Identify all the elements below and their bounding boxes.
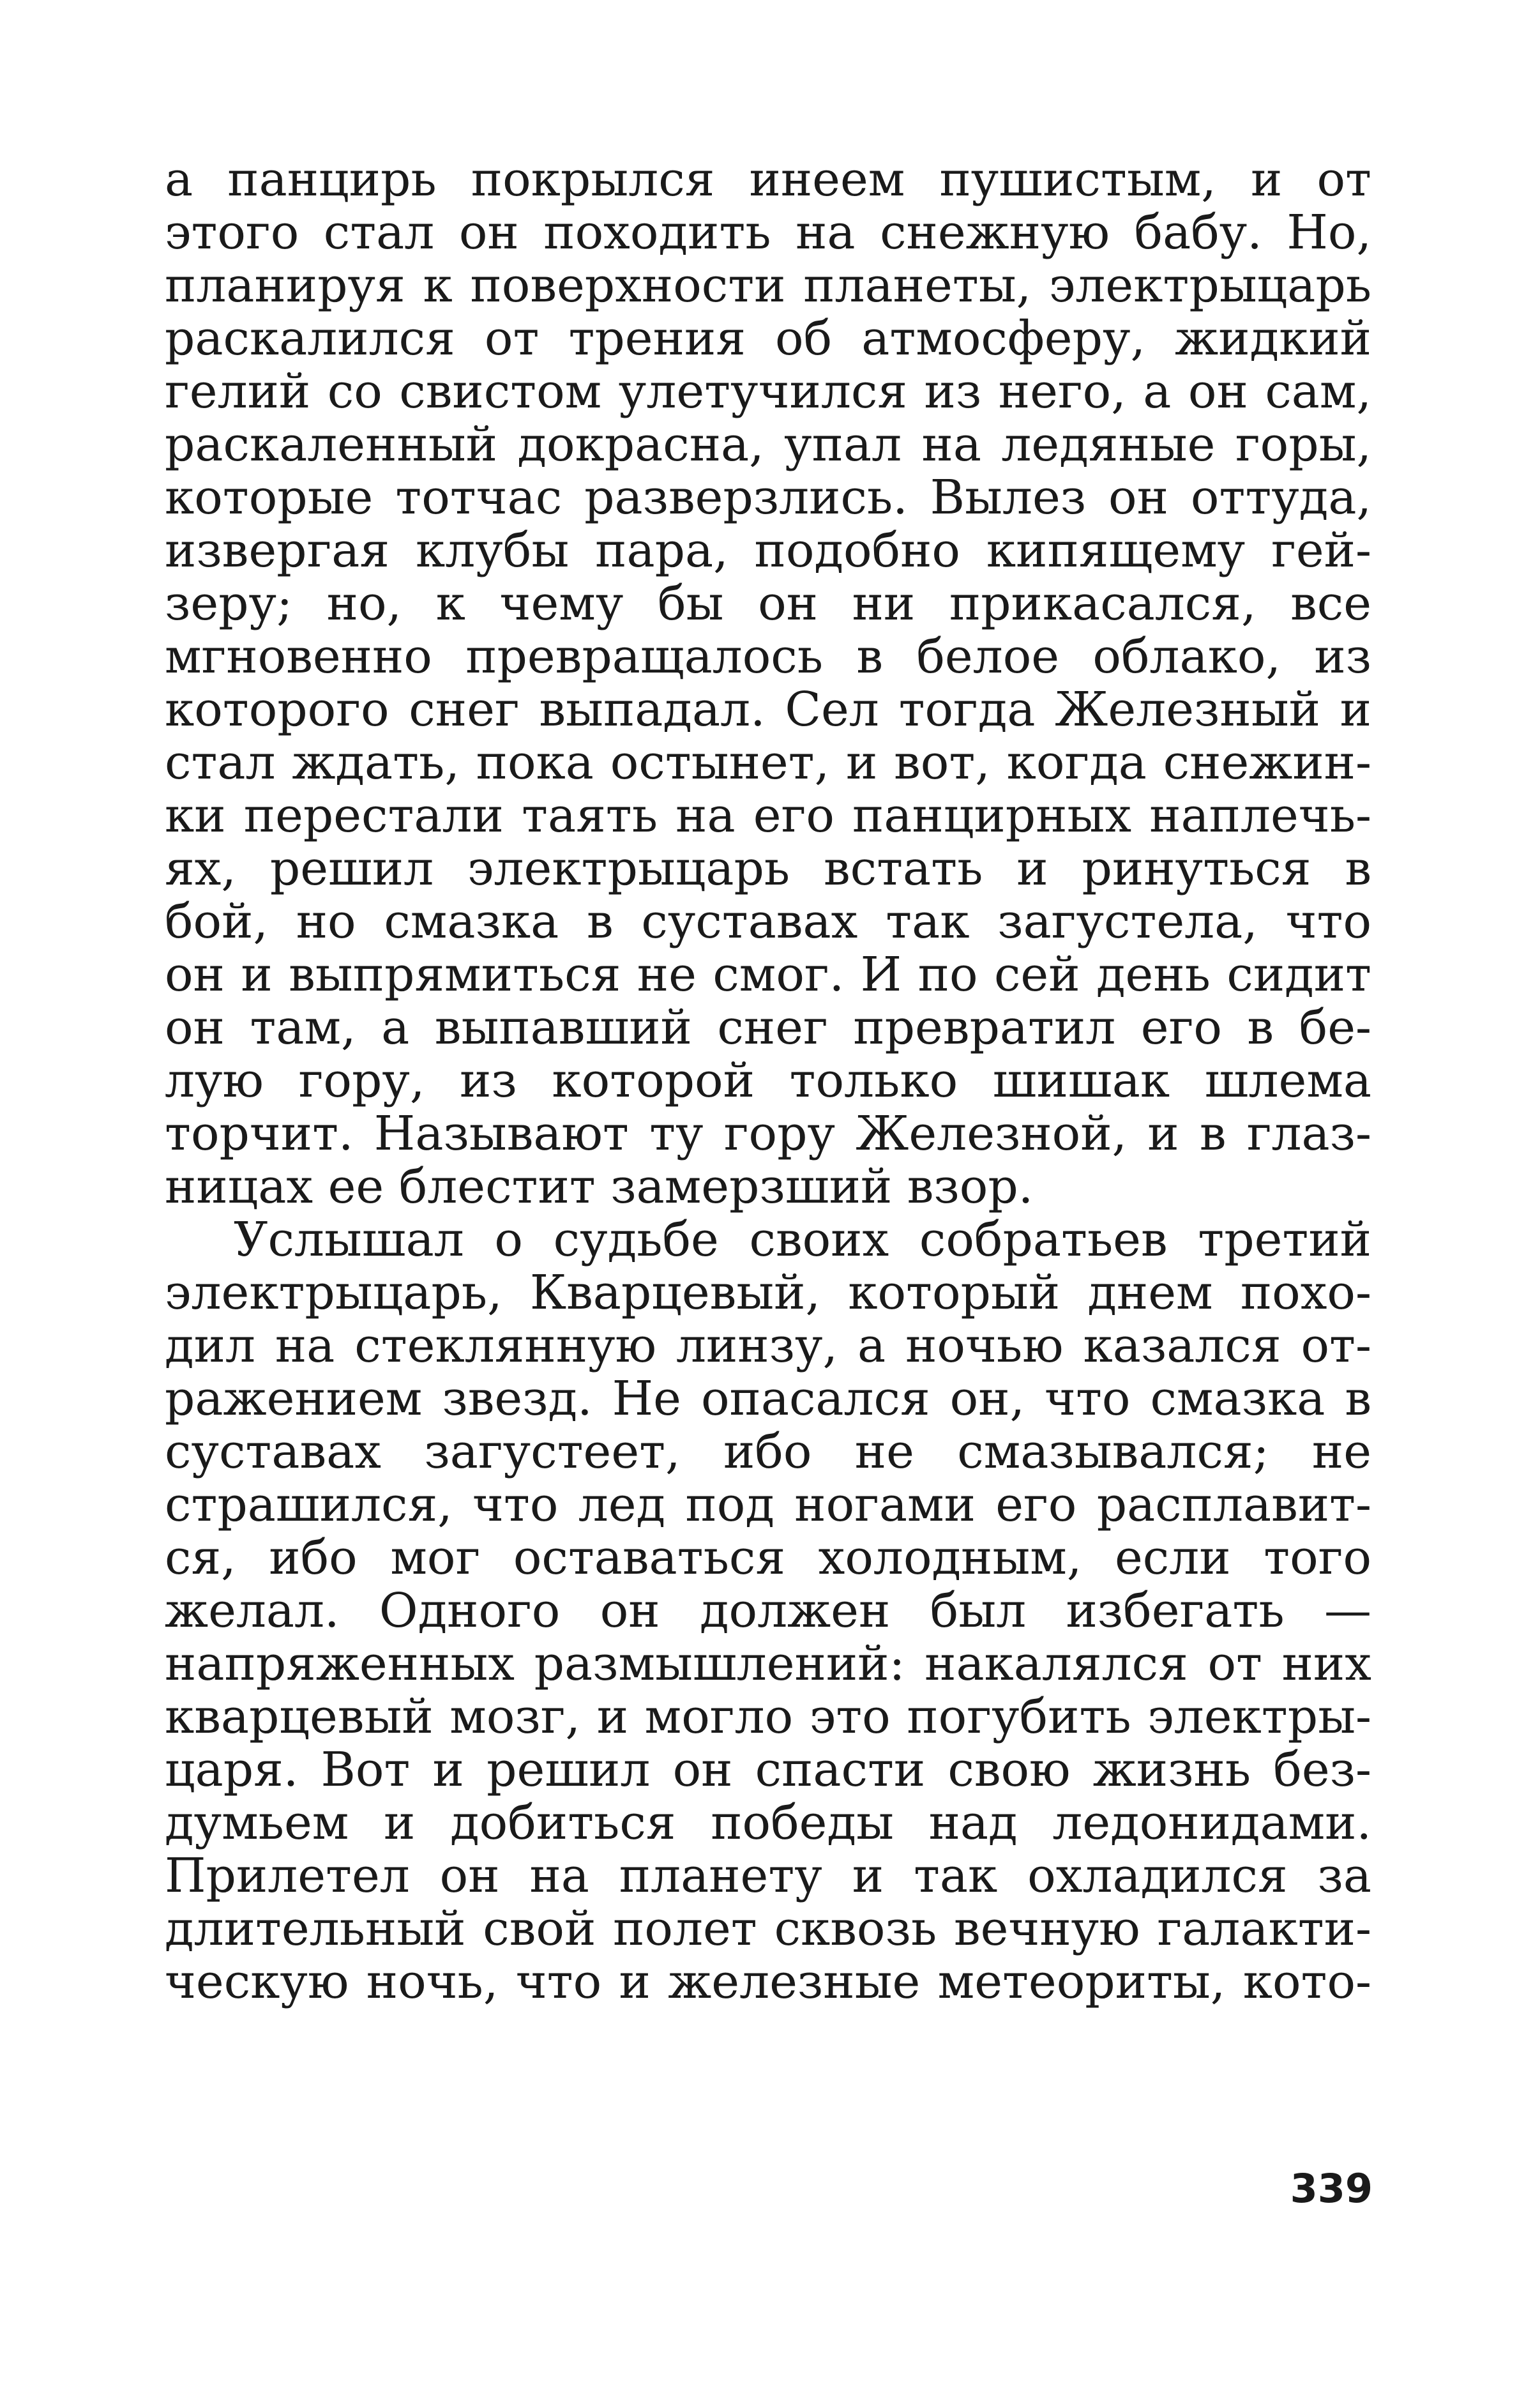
text-line: напряженных размышлений: накалялся от них xyxy=(165,1636,1371,1691)
text-line: царя. Вот и решил он спасти свою жизнь без- xyxy=(165,1742,1371,1797)
text-line: суставах загустеет, ибо не смазывался; не xyxy=(165,1424,1371,1479)
body-text xyxy=(165,153,1371,2009)
text-line: мгновенно превращалось в белое облако, из xyxy=(165,629,1371,684)
text-line: он и выпрямиться не смог. И по сей день сидит xyxy=(165,947,1371,1002)
text-line: гелий со свистом улетучился из него, а он сам, xyxy=(165,364,1371,419)
text-line: ки перестали таять на его панцирных наплечь- xyxy=(165,788,1371,843)
text-line: раскаленный докрасна, упал на ледяные горы, xyxy=(165,417,1371,472)
text-line: думьем и добиться победы над ледонидами. xyxy=(165,1795,1371,1850)
text-line: ях, решил электрыцарь встать и ринуться в xyxy=(165,841,1371,896)
text-line: электрыцарь, Кварцевый, который днем похо- xyxy=(165,1265,1371,1320)
text-line: ческую ночь, что и железные метеориты, кото- xyxy=(165,1954,1371,2009)
paragraph xyxy=(165,1213,1371,2009)
text-line: планируя к поверхности планеты, электрыцарь xyxy=(165,258,1371,313)
text-line: бой, но смазка в суставах так загустела, что xyxy=(165,894,1371,949)
text-line: раскалился от трения об атмосферу, жидкий xyxy=(165,311,1371,366)
text-line: Прилетел он на планету и так охладился за xyxy=(165,1848,1371,1903)
text-line: лую гору, из которой только шишак шлема xyxy=(165,1053,1371,1108)
text-line: этого стал он походить на снежную бабу. Но, xyxy=(165,205,1371,260)
text-line: торчит. Называют ту гору Железной, и в глаз- xyxy=(165,1106,1371,1161)
text-line: извергая клубы пара, подобно кипящему гей- xyxy=(165,523,1371,578)
text-line: а панцирь покрылся инеем пушистым, и от xyxy=(165,152,1371,207)
page-number: 339 xyxy=(1290,2165,1373,2212)
text-line: ницах ее блестит замерзший взор. xyxy=(165,1159,1034,1214)
text-line: которые тотчас разверзлись. Вылез он оттуда, xyxy=(165,470,1371,525)
text-line: дил на стеклянную линзу, а ночью казался от- xyxy=(165,1318,1371,1373)
paragraph xyxy=(165,153,1371,1213)
text-line: которого снег выпадал. Сел тогда Железный и xyxy=(165,682,1371,737)
text-line: Услышал о судьбе своих собратьев третий xyxy=(234,1212,1371,1267)
text-line: страшился, что лед под ногами его расплавит- xyxy=(165,1477,1371,1532)
text-line: желал. Одного он должен был избегать — xyxy=(165,1583,1371,1638)
text-line: кварцевый мозг, и могло это погубить электры- xyxy=(165,1689,1371,1744)
text-line: ражением звезд. Не опасался он, что смазка в xyxy=(165,1371,1371,1426)
text-line: ся, ибо мог оставаться холодным, если того xyxy=(165,1530,1371,1585)
text-line: длительный свой полет сквозь вечную галакти- xyxy=(165,1901,1371,1956)
text-line: он там, а выпавший снег превратил его в бе- xyxy=(165,1000,1371,1055)
text-line: стал ждать, пока остынет, и вот, когда снежин- xyxy=(165,735,1371,790)
text-line: зеру; но, к чему бы он ни прикасался, все xyxy=(165,576,1371,631)
